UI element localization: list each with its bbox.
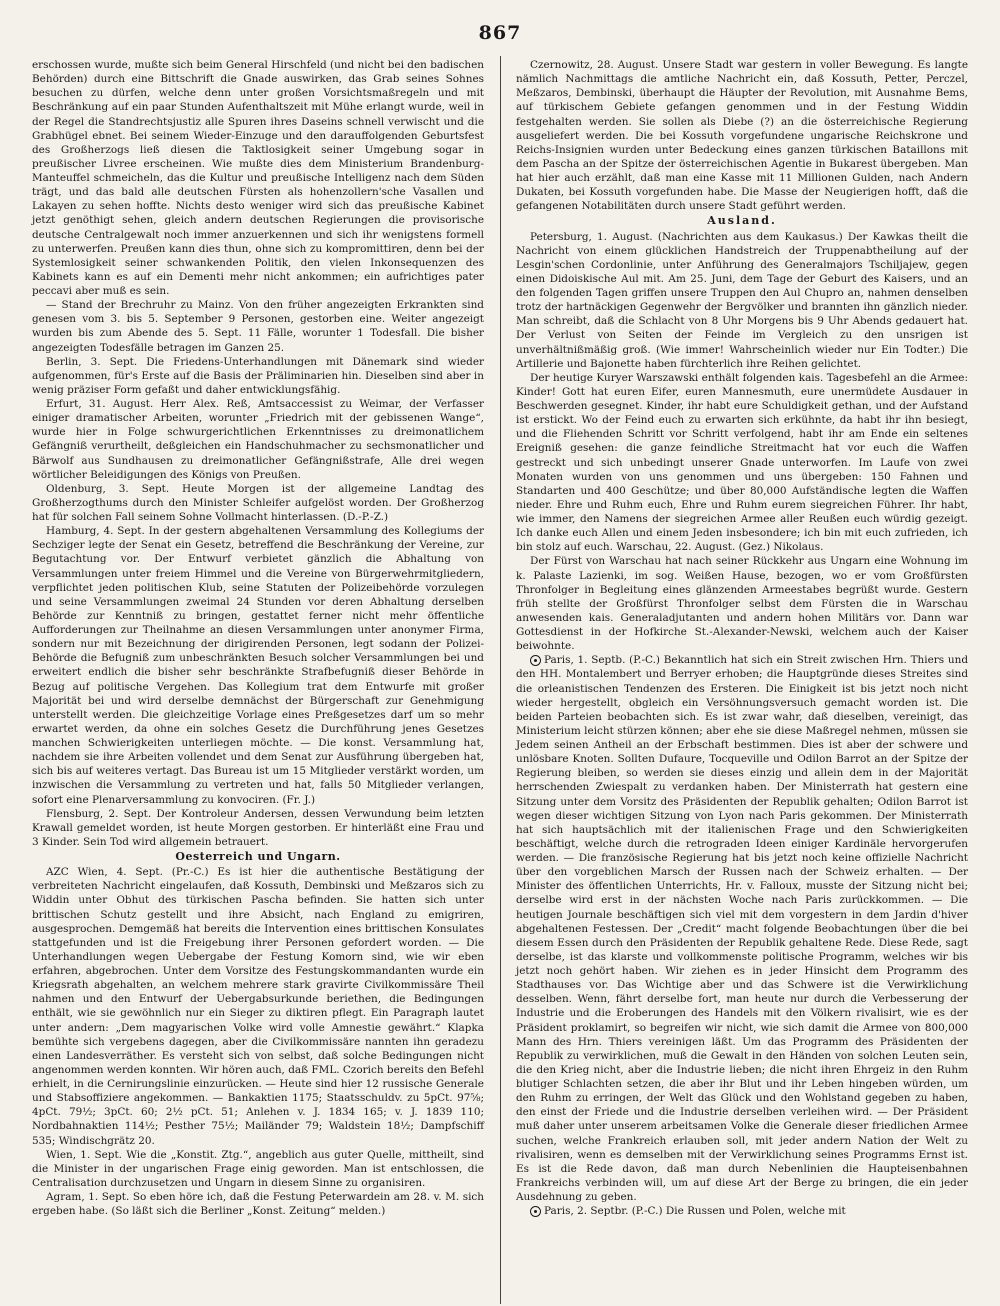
- clock-icon: [530, 1206, 541, 1217]
- article-paris-1-text: Paris, 1. Septb. (P.-C.) Bekanntlich hat sich ein Streit zwischen Hrn. Thiers und den HH. Montalembert und Berryer erhoben; die Hauptgründe dieses Streites sind die orleanistischen Tendenzen des Ersteren. Die Einigkeit ist bis jetzt noch nicht wieder hergestellt, obgleich ein Versöhnungsversuch gemacht worden ist. Die beiden Parteien beobachten sich. Es ist zwar wahr, daß dieselben, vereinigt, das Ministerium leicht stürzen können; aber ehe sie diese Maßregel nehmen, müssen sie Jedem seinen Antheil an der Erbschaft bestimmen. Dies ist aber der schwere und unlösbare Knoten. Sollten Dufaure, Tocqueville und Odilon Barrot an der Spitze der Regierung bleiben, so werden sie dieses einzig und allein dem in der Majorität herrschenden Zwiespalt zu verdanken haben. Der Ministerrath hat gestern eine Sitzung unter dem Vorsitz des Präsidenten der Republik gehalten; Odilon Barrot ist wegen dieser wichtigen Sitzung von Lyon nach Paris gekommen. Der Ministerrath hat sich hauptsächlich mit der italienischen Frage und den Schwierigkeiten beschäftigt, welche durch die retrograden Ideen einiger Kardinäle hervorgerufen werden. — Die französische Regierung hat bis jetzt noch keine offizielle Nachricht über den vorgeblichen Marsch der Russen nach der Schweiz erhalten. — Der Minister des öffentlichen Unterrichts, Hr. v. Falloux, musste der Sitzung nicht bei; derselbe wird erst in der nächsten Woche nach Paris zurückkommen. — Die heutigen Journale beschäftigen sich viel mit dem vorgestern in dem Jardin d'hiver abgehaltenen Festessen. Der „Credit“ macht folgende Beobachtungen über die bei diesem Essen durch den Präsidenten der Republik gehaltene Rede. Diese Rede, sagt derselbe, ist das klarste und vollkommenste politische Programm, welches wir bis jetzt noch gehört haben. Wir ziehen es in jeder Hinsicht dem Programm des Stadthauses vor. Das Wichtige aber und das Schwere ist die Verwirklichung desselben. Wenn, fährt derselbe fort, man heute nur durch die Verbesserung der Industrie und die Eroberungen des Handels mit den Völkern rivalisirt, wie es der Präsident proklamirt, so begreifen wir nicht, wie sich damit die Armee von 800,000 Mann des Hrn. Thiers vereinigen läßt. Um das Programm des Präsidenten der Republik zu verwirklichen, muß die Gewalt in den Händen von solchen Leuten sein, die den Krieg nicht, aber die Industrie lieben; die nicht ihren Ehrgeiz in den Ruhm blutiger Schlachten setzen, die aber ihr Blut und ihr Leben hingeben würden, um den Ruhm zu erringen, der Welt das Glück und den Wohlstand gegeben zu haben, den einst der Friede und die Industrie derselben verleihen wird. — Der Präsident muß daher unter unserem arbeitsamen Volke die Generale dieser friedlichen Armee suchen, welche Frankreich erlauben soll, mit jeder andern Nation der Welt zu rivalisiren, wenn es demselben mit der Verwirklichung seines Programms Ernst ist. Es ist die Rede davon, daß man durch Nebenlinien die Haupteisenbahnen Frankreichs verbinden will, um auf diese Art der Berge zu bringen, die ein jeder Ausdehnung zu geben.: [516, 654, 968, 1203]
- article-flensburg: Flensburg, 2. Sept. Der Kontroleur Andersen, dessen Verwundung beim letzten Krawall gemeldet worden, ist heute Morgen gestorben. Er hinterläßt eine Frau und 3 Kinder. Sein Tod wird allgemein betrauert.: [32, 807, 484, 848]
- right-column: [516, 58, 968, 1218]
- article-czernowitz: Czernowitz, 28. August. Unsere Stadt war gestern in voller Bewegung. Es langte nämlich Nachmittags die amtliche Nachricht ein, daß Kossuth, Petter, Perczel, Meßzaros, Dembinski, überhaupt die Häupter der Revolution, mit Ausnahme Bems, auf türkischem Gebiete gefangen genommen und in der Festung Widdin festgehalten werden. Sie sollen als Diebe (?) an die österreichische Regierung ausgeliefert werden. Die bei Kossuth vorgefundene ungarische Reichskrone und Reichs-Insignien wurden unter Bedeckung eines ganzen türkischen Bataillons mit dem Pascha an der Spitze der österreichischen Agentie in Bukarest übergeben. Man hat hier auch erzählt, daß man eine Kasse mit 11 Millionen Gulden, nach Andern Dukaten, bei Kossuth vorgefunden habe. Die Masse der Neugierigen hofft, daß die gefangenen Notabilitäten durch unsere Stadt geführt werden.: [516, 59, 968, 213]
- article-paris-2-text: Paris, 2. Septbr. (P.-C.) Die Russen und Polen, welche mit: [544, 1205, 846, 1218]
- article-paris-1: [516, 653, 968, 1204]
- article-paris-2: [516, 1204, 968, 1218]
- article-erfurt: Erfurt, 31. August. Herr Alex. Reß, Amtsaccessist zu Weimar, der Verfasser einiger dramatischer Arbeiten, worunter „Friedrich mit der gebissenen Wange“, wurde hier in Folge schwurgerichtlichen Erkenntnisses zu dreimonatlichem Gefängniß verurtheilt, deßgleichen ein Handschuhmacher zu sechsmonatlicher und Bärwolf aus Sundhausen zu dreimonatlicher Gefängnißstrafe, Alle drei wegen wörtlicher Beleidigungen des Königs von Preußen.: [32, 398, 484, 481]
- article-hamburg: Hamburg, 4. Sept. In der gestern abgehaltenen Versammlung des Kollegiums der Sechziger legte der Senat ein Gesetz, betreffend die Beschränkung der Vereine, zur Begutachtung vor. Der Entwurf verbietet gänzlich die Abhaltung von Versammlungen unter freiem Himmel und die Vereine von Bürgerwehrmitgliedern, verpflichtet jeden politischen Klub, seine Statuten der Polizeibehörde vorzulegen und seine Versammlungen zweimal 24 Stunden vor deren Abhaltung derselben Behörde zur Kenntniß zu bringen, gestattet ferner nicht mehr öffentliche Aufforderungen zur Theilnahme an diesen Versammlungen unter anonymer Firma, sondern nur mit Bezeichnung der dirigirenden Personen, legt sodann der Polizei-Behörde die Befugniß zum unbeschränkten Besuch solcher Versammlungen bei und erweitert endlich die bisher sehr beschränkte Strafbefugniß dieser Behörde in Bezug auf politische Vergehen. Das Kollegium trat dem Entwurfe mit großer Majorität bei und wird derselbe demnächst der Bürgerschaft zur Genehmigung unterstellt werden. Die gleichzeitige Vorlage eines Preßgesetzes darf um so mehr erwartet werden, da ohne ein solches Gesetz die Durchführung jenes Gesetzes manchen Schwierigkeiten unterliegen möchte. — Die konst. Versammlung hat, nachdem sie ihre Arbeiten vollendet und dem Senat zur Ausführung übergeben hat, sich bis auf weiteres vertagt. Das Bureau ist um 15 Mitglieder verstärkt worden, um inzwischen die Versammlung zu vertreten und hat, falls 50 Mitglieder verlangen, sofort eine Plenarversammlung zu konvociren. (Fr. J.): [32, 525, 484, 806]
- page-number: 867: [478, 22, 522, 44]
- column-divider: [500, 56, 501, 1304]
- article-warschau: Der Fürst von Warschau hat nach seiner Rückkehr aus Ungarn eine Wohnung im k. Palaste Lazienki, im sog. Weißen Hause, bezogen, wo er vom Großfürsten Thronfolger in Begleitung eines glänzenden Armeestabes begrüßt wurde. Gestern früh stellte der Großfürst Thronfolger selbst dem Fürsten die in Warschau anwesenden kais. Generaladjutanten und andern hohen Militärs vor. Dann war Gottesdienst in der Hofkirche St.-Alexander-Newski, welchem auch der Kaiser beiwohnte.: [516, 555, 968, 653]
- section-heading-ausland: Ausland.: [707, 214, 777, 228]
- article-berlin: Berlin, 3. Sept. Die Friedens-Unterhandlungen mit Dänemark sind wieder aufgenommen, für's Erste auf die Basis der Präliminarien hin. Dieselben sind aber in wenig präziser Form gefaßt und daher entwicklungsfähig.: [32, 355, 484, 396]
- article-petersburg: Petersburg, 1. August. (Nachrichten aus dem Kaukasus.) Der Kawkas theilt die Nachricht von einem glücklichen Handstreich der Truppenabtheilung auf der Lesgin'schen Cordonlinie, unter Anführung des Generalmajors Tschiljajew, gegen einen Didoiskische Aul mit. Am 25. Juni, dem Tage der Geburt des Kaisers, und an den folgenden Tagen griffen unsere Truppen den Aul Chupro an, nahmen denselben trotz der hartnäckigen Gegenwehr der Bergvölker und brannten ihn gänzlich nieder. Man schreibt, daß die Schlacht von 8 Uhr Morgens bis 9 Uhr Abends gedauert hat. Der Verlust von Seiten der Feinde im Vergleich zu den unsrigen ist unverhältnißmäßig groß. (Wie immer! Wahrscheinlich wieder nur Ein Todter.) Die Artillerie und Bajonette haben fürchterlich ihre Reihen gelichtet.: [516, 230, 968, 370]
- left-column: [32, 58, 484, 1218]
- article-tagesbefehl: Der heutige Kuryer Warszawski enthält folgenden kais. Tagesbefehl an die Armee: Kinder! Gott hat euren Eifer, euren Mannesmuth, eure unermüdete Ausdauer in Beschwerden gesegnet. Kinder, ihr habt eure Schuldigkeit gethan, und der Aufstand ist erstickt. Wo der Feind euch zu erwarten sich erkühnte, da habt ihr ihn besiegt, und die Fliehenden Schritt vor Schritt verfolgend, habt ihr am Ende ein seltenes Ereigniß gesehen: die ganze feindliche Streitmacht hat vor euch die Waffen gestreckt und sich unbedingt unserer Gnade unterworfen. Im Laufe von zwei Monaten wurden von uns genommen und uns übergeben: 150 Fahnen und Standarten und 400 Geschütze; und über 80,000 Aufständische legten die Waffen nieder. Ehre und Ruhm euch, Ehre und Ruhm eurem siegreichen Führer. Ihr habt, wie immer, den Namens der siegreichen Armee aller Reußen euch würdig gezeigt. Ich danke euch Allen und einem Jeden insbesondere; ich bin mit euch zufrieden, ich bin stolz auf euch. Warschau, 22. August. (Gez.) Nikolaus.: [516, 371, 968, 554]
- article-agram: Agram, 1. Sept. So eben höre ich, daß die Festung Peterwardein am 28. v. M. sich ergeben habe. (So läßt sich die Berliner „Konst. Zeitung“ melden.): [32, 1191, 484, 1218]
- clock-icon: [530, 655, 541, 666]
- article-oldenburg: Oldenburg, 3. Sept. Heute Morgen ist der allgemeine Landtag des Großherzogthums durch den Minister Schleifer aufgelöst worden. Der Großherzog hat für solchen Fall seinem Sohne Vollmacht hinterlassen. (D.-P.-Z.): [32, 482, 484, 523]
- section-heading-oesterreich: Oesterreich und Ungarn.: [175, 850, 341, 863]
- article-wien-4: AZC Wien, 4. Sept. (Pr.-C.) Es ist hier die authentische Bestätigung der verbreiteten Nachricht eingelaufen, daß Kossuth, Dembinski und Meßzaros sich zu Widdin unter Obhut des türkischen Pascha befinden. Sie hatten sich unter brittischen Schutz gestellt und ihre Absicht, nach England zu emigriren, ausgesprochen. Demgemäß hat bereits die Intervention eines brittischen Konsulates stattgefunden und ist die Freigebung ihrer Personen gefordert worden. — Die Unterhandlungen wegen Uebergabe der Festung Komorn sind, wie wir eben erfahren, abgebrochen. Unter dem Vorsitze des Festungskommandanten wurde ein Kriegsrath abgehalten, an welchem mehrere stark gravirte Civilkommissäre Theil nahmen und den Entwurf der Uebergabsurkunde beriethen, die Bedingungen enthält, wie sie gewöhnlich nur ein Sieger zu diktiren pflegt. Ein Paragraph lautet unter andern: „Dem magyarischen Volke wird volle Amnestie gewährt.“ Klapka bemühte sich vergebens dagegen, aber die Civilkommissäre nannten ihn geradezu einen Landesverräther. Es versteht sich von selbst, daß solche Bedingungen nicht angenommen werden konnten. Wir hören auch, daß FML. Czorich bereits den Befehl erhielt, in die Cernirungslinie einzurücken. — Heute sind hier 12 russische Generale und Stabsoffiziere angekommen. — Bankaktien 1175; Staatsschuldv. zu 5pCt. 97⅝; 4pCt. 79½; 3pCt. 60; 2½ pCt. 51; Anlehen v. J. 1834 165; v. J. 1839 110; Nordbahnaktien 114½; Pesther 75½; Mailänder 79; Waldstein 18½; Dampfschiff 535; Windischgrätz 20.: [32, 866, 484, 1147]
- article-paragraph: — Stand der Brechruhr zu Mainz. Von den früher angezeigten Erkrankten sind genesen vom 3. bis 5. September 9 Personen, gestorben eine. Weiter angezeigt wurden bis zum Abende des 5. Sept. 11 Fälle, worunter 1 Todesfall. Die bisher angezeigten Todesfälle betragen im Ganzen 25.: [32, 299, 484, 354]
- article-wien-1: Wien, 1. Sept. Wie die „Konstit. Ztg.“, angeblich aus guter Quelle, mittheilt, sind die Minister in der ungarischen Frage einig geworden. Man ist entschlossen, die Centralisation durchzusetzen und Ungarn in diesem Sinne zu organisiren.: [32, 1148, 484, 1189]
- article-paragraph: erschossen wurde, mußte sich beim General Hirschfeld (und nicht bei den badischen Behörden) durch eine Bittschrift die Gnade auswirken, das Grab seines Sohnes besuchen zu dürfen, welche denn unter großen Vorsichtsmaßregeln und mit Beschränkung auf ein paar Stunden Aufenthaltszeit mit Mühe erlangt wurde, weil in der Regel die Standrechtsjustiz alle Spuren ihres Daseins schnell verwischt und die Grabhügel ebnet. Bei seinem Wieder-Einzuge und den darauffolgenden Geburtsfest des Großherzogs ließ diesen die Taktlosigkeit seiner Umgebung sogar in preußischer Livree erscheinen. Wie mußte dies dem Ministerium Brandenburg-Manteuffel schmeicheln, das die Kultur und preußische Intelligenz nach dem Süden trägt, und das bald alle deutschen Fürsten als hohenzollern'sche Vasallen und Lakayen zu sehen hoffte. Nichts desto weniger wird sich das preußische Kabinet jetzt genöthigt sehen, gleich andern deutschen Regierungen die provisorische deutsche Centralgewalt noch immer anzuerkennen und sich ihr wenigstens formell zu unterwerfen. Preußen kann dies thun, ohne sich zu kompromittiren, denn bei der Systemlosigkeit seiner schwankenden Politik, den vielen Inkonsequenzen des Kabinets kann es auf ein Dementi mehr nicht ankommen; ein aufrichtiges pater peccavi aber muß es sein.: [32, 59, 484, 297]
